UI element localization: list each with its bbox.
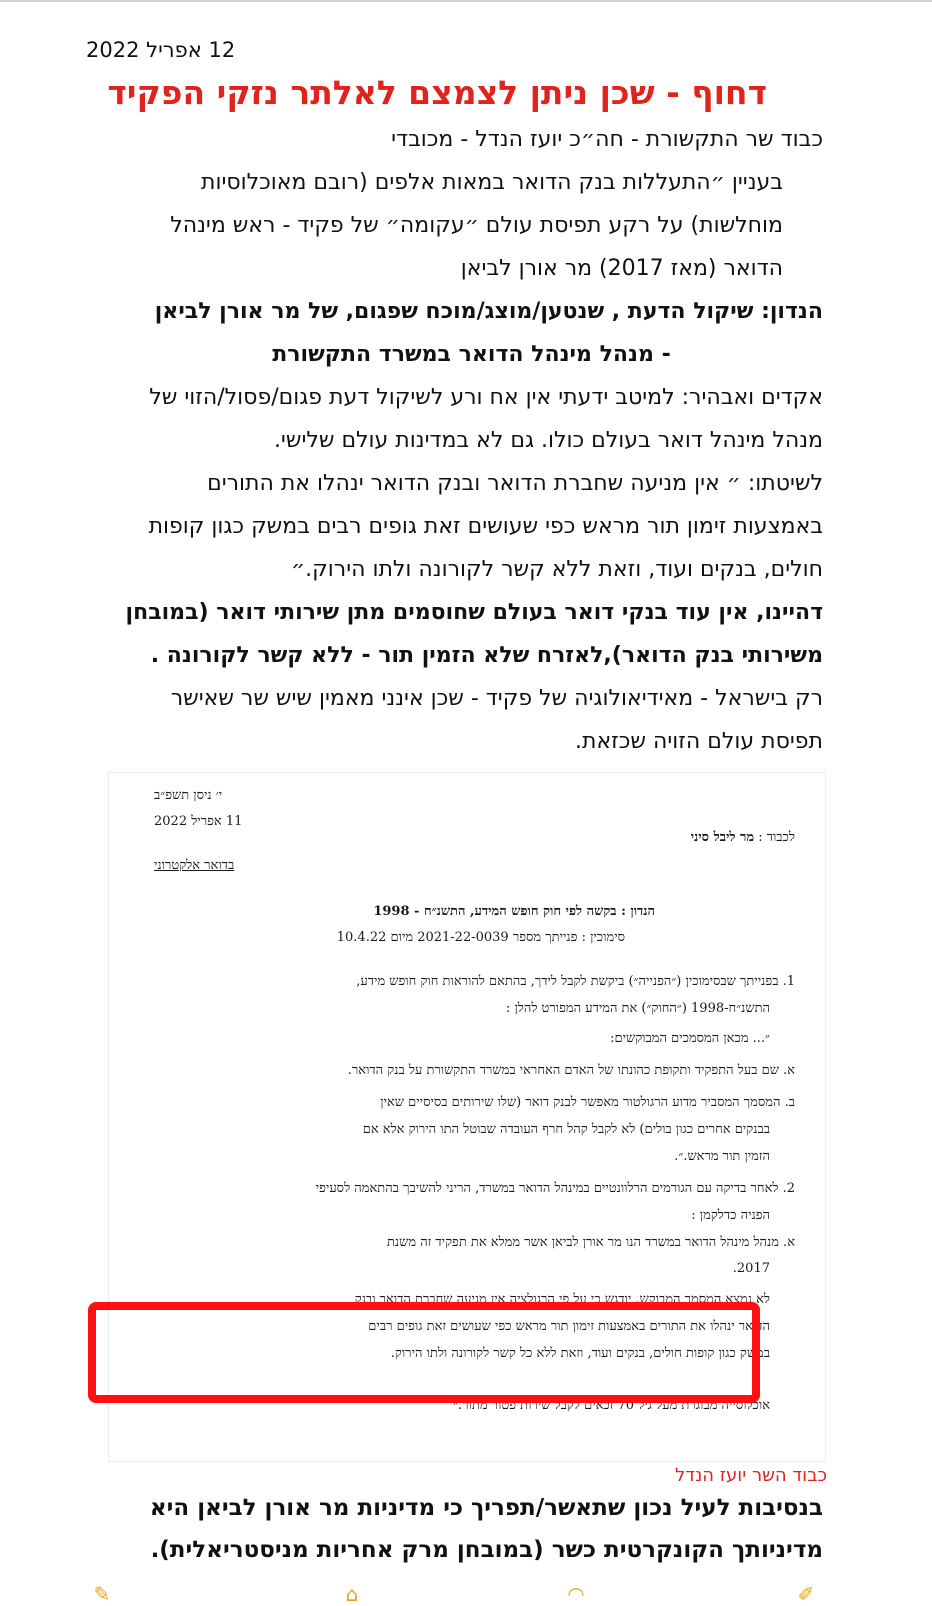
letter-reference: סימוכין : פנייתך מספר 2021-22-0039 מיום 10.4.22 [336, 930, 625, 945]
paragraph-2: לשיטתו: ״ אין מניעה שחברת הדואר ובנק הדואר ינהלו את התורים באמצעות זימון תור מראש כפי שעושים זאת גופים רבים במשק כגון קופות חולים, בנקים ועוד, וזאת ללא קשר לקורונה ולתו הירוק.״ [148, 471, 823, 582]
letter-line: הפניה כדלקמן : [691, 1208, 770, 1223]
subject-line-2: - מנהל מינהל הדואר במשרד התקשורת [272, 342, 671, 367]
letter-line: אוכלוסייה מבוגרת מעל גיל 70 זכאים לקבל שירות פטור מתור.״ [453, 1398, 770, 1413]
letter-hebrew-date: י׳ ניסן תשפ״ב [154, 788, 223, 803]
letter-recipient [691, 829, 795, 845]
paragraph-3: דהיינו, אין עוד בנקי דואר בעולם שחוסמים מתן שירותי דואר (במובחן משירותי בנק הדואר),לאזרח שלא הזמין תור - ללא קשר לקורונה . [125, 600, 823, 668]
pencil-icon[interactable]: ✎ [93, 1582, 111, 1606]
conclusion-paragraph: בנסיבות לעיל נכון שתאשר/תפריך כי מדיניות מר אורן לביאן היא מדיניותך הקונקרטית כשר (במובחן מרק אחריות מניסטריאלית). [149, 1495, 823, 1563]
top-divider [0, 0, 932, 2]
letter-line: 2017. [732, 1261, 770, 1276]
letter-gregorian-date: 11 אפריל 2022 [154, 814, 243, 829]
letter-line: 2. לאחר בדיקה עם הגורמים הרלוונטיים במינהל הדואר במשרד, הריני להשיבך בהתאמה לסעיפי [315, 1181, 795, 1196]
letter-to-prefix: לכבוד : [758, 830, 795, 845]
letter-line: לא נמצא המסמך המבוקש, יודגש כי על פי הרגולציה אין מניעה שחברת הדואר ובנק [354, 1292, 770, 1307]
letter-line: הדואר ינהלו את התורים באמצעות זימון תור מראש כפי שעושים זאת גופים רבים [368, 1319, 770, 1334]
paragraph-4: רק בישראל - מאידיאולוגיה של פקיד - שכן אינני מאמין שיש שר שאישר תפיסת עולם הזויה שכזאת. [170, 686, 823, 754]
bottom-toolbar [0, 1580, 932, 1606]
letter-line: ב. המסמך המסביר מדוע הרגולטור מאפשר לבנק דואר (שלו שירותים בסיסיים שאין [380, 1095, 795, 1110]
post-title: דחוף - שכן ניתן לצמצם לאלתר נזקי הפקיד [107, 73, 767, 112]
letter-line: ״... מכאן המסמכים המבוקשים: [610, 1031, 770, 1046]
letter-line: התשנ״ח-1998 (״החוק״) את המידע המפורט להלן : [505, 1001, 770, 1016]
letter-line: 1. בפנייתך שבסימוכין (״הפנייה״) ביקשת לקבל לידך, בהתאם להוראות חוק חופש מידע, [356, 974, 795, 989]
letter-line: א. שם בעל התפקיד ותקופת כהונתו של האדם האחראי במשרד התקשורת על בנק הדואר. [347, 1063, 795, 1078]
letter-delivery: בדואר אלקטרוני [154, 858, 235, 873]
paragraph-1: אקדים ואבהיר: למיטב ידעתי אין אח ורע לשיקול דעת פגום/פסול/הזוי של מנהל מינהל דואר בעולם כולו. גם לא במדינות עולם שלישי. [149, 385, 823, 453]
camera-icon[interactable]: ⌂ [345, 1582, 359, 1606]
message-body [120, 118, 823, 763]
post-date: 12 אפריל 2022 [86, 38, 236, 62]
edit-icon[interactable]: ✐ [797, 1582, 815, 1606]
intro-paragraph: בעניין ״התעללות בנק הדואר במאות אלפים (רובם מאוכלוסיות מוחלשות) על רקע תפיסת עולם ״עקומה״ של פקיד - ראש מינהל הדואר (מאז 2017) מר אורן לביאן [170, 170, 783, 281]
signature-line: כבוד השר יועז הנדל [675, 1465, 827, 1486]
red-highlight-box [88, 1302, 760, 1403]
emoji-icon[interactable]: ◠ [567, 1582, 585, 1606]
letter-subject: הנדון : בקשה לפי חוק חופש המידע, התשנ״ח - 1998 [373, 904, 655, 919]
letter-line: במשק כגון קופות חולים, בנקים ועוד, וזאת ללא כל קשר לקורונה ולתו הירוק. [390, 1346, 770, 1361]
subject-line: הנדון: שיקול הדעת , שנטען/מוצג/מוכח שפגום, של מר אורן לביאן [154, 299, 823, 324]
letter-to-name: מר ליבל סיני [690, 830, 755, 845]
letter-line: הזמין תור מראש.״. [674, 1149, 770, 1164]
letter-line: א. מנהל מינהל הדואר במשרד הנו מר אורן לביאן אשר ממלא את תפקיד זה משנת [387, 1235, 795, 1250]
greeting: כבוד שר התקשורת - חה״כ יועז הנדל - מכובדי [391, 127, 823, 152]
letter-line: בבנקים אחרים כגון בולים) לא לקבל קהל חרף העובדה שבוטל התו הירוק אלא אם [362, 1122, 770, 1137]
